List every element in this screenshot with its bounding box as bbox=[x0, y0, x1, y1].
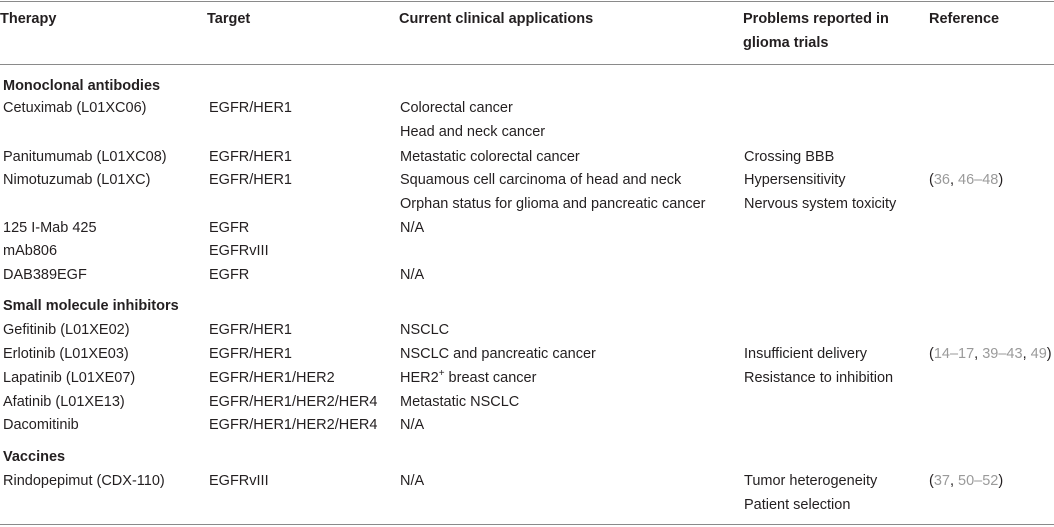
cell-application: Colorectal cancer bbox=[400, 100, 513, 116]
application-superscript: + bbox=[438, 368, 445, 380]
reference-link[interactable]: 39–43 bbox=[982, 346, 1023, 362]
reference-link[interactable]: 14–17 bbox=[933, 346, 975, 362]
cell-application: Orphan status for glioma and pancreatic cancer bbox=[400, 196, 706, 212]
application-rest: breast cancer bbox=[444, 370, 537, 386]
cell-target: EGFR/HER1 bbox=[209, 346, 292, 362]
cell-problem: Crossing BBB bbox=[744, 149, 835, 165]
cell-application: NSCLC and pancreatic cancer bbox=[400, 346, 596, 362]
header-target: Target bbox=[207, 11, 251, 27]
cell-target: EGFR/HER1 bbox=[209, 149, 292, 165]
ref-separator: , bbox=[1022, 346, 1031, 362]
ref-paren: ) bbox=[998, 473, 1004, 489]
cell-application: NSCLC bbox=[400, 322, 450, 338]
header-therapy: Therapy bbox=[0, 11, 57, 27]
header-reference: Reference bbox=[929, 11, 1000, 27]
reference-vaccines bbox=[929, 469, 1003, 493]
ref-paren: ( bbox=[929, 473, 934, 489]
reference-link[interactable]: 36 bbox=[933, 172, 950, 188]
cell-problem: Insufficient delivery bbox=[744, 346, 868, 362]
cell-application: N/A bbox=[400, 220, 425, 236]
cell-therapy: Afatinib (L01XE13) bbox=[3, 394, 125, 410]
cell-application: Head and neck cancer bbox=[400, 124, 546, 140]
header-problems bbox=[743, 7, 889, 55]
reference-link[interactable]: 49 bbox=[1030, 346, 1047, 362]
cell-therapy: Gefitinib (L01XE02) bbox=[3, 322, 130, 338]
cell-problem: Patient selection bbox=[744, 497, 851, 513]
cell-application: N/A bbox=[400, 417, 425, 433]
cell-target: EGFR/HER1 bbox=[209, 322, 292, 338]
header-problems-line1: Problems reported in bbox=[743, 11, 889, 27]
table-top-rule bbox=[0, 1, 1054, 2]
cell-therapy: 125 I-Mab 425 bbox=[3, 220, 97, 236]
cell-therapy: DAB389EGF bbox=[3, 267, 87, 283]
cell-target: EGFR/HER1 bbox=[209, 100, 292, 116]
application-main: HER2 bbox=[400, 370, 439, 386]
ref-separator: , bbox=[974, 346, 983, 362]
cell-problem: Hypersensitivity bbox=[744, 172, 846, 188]
section-title-small-molecule: Small molecule inhibitors bbox=[3, 298, 179, 314]
cell-target: EGFR/HER1/HER2/HER4 bbox=[209, 394, 378, 410]
reference-small-molecule bbox=[929, 342, 1052, 366]
ref-paren: ) bbox=[1046, 346, 1052, 362]
cell-therapy: mAb806 bbox=[3, 243, 58, 259]
cell-therapy: Panitumumab (L01XC08) bbox=[3, 149, 167, 165]
cell-therapy: Lapatinib (L01XE07) bbox=[3, 370, 136, 386]
cell-target: EGFRvIII bbox=[209, 243, 269, 259]
cell-target: EGFR/HER1 bbox=[209, 172, 292, 188]
cell-application: Metastatic colorectal cancer bbox=[400, 149, 580, 165]
table-bottom-rule bbox=[0, 524, 1054, 525]
cell-target: EGFRvIII bbox=[209, 473, 269, 489]
ref-paren: ( bbox=[929, 346, 934, 362]
cell-problem: Resistance to inhibition bbox=[744, 370, 894, 386]
cell-application: Metastatic NSCLC bbox=[400, 394, 520, 410]
cell-target: EGFR bbox=[209, 267, 250, 283]
cell-problem: Tumor heterogeneity bbox=[744, 473, 878, 489]
cell-therapy: Erlotinib (L01XE03) bbox=[3, 346, 129, 362]
header-applications: Current clinical applications bbox=[399, 11, 594, 27]
cell-application: Squamous cell carcinoma of head and neck bbox=[400, 172, 682, 188]
cell-therapy: Nimotuzumab (L01XC) bbox=[3, 172, 151, 188]
section-title-monoclonal: Monoclonal antibodies bbox=[3, 78, 161, 94]
reference-link[interactable]: 50–52 bbox=[958, 473, 999, 489]
cell-therapy: Rindopepimut (CDX-110) bbox=[3, 473, 165, 489]
cell-application: N/A bbox=[400, 267, 425, 283]
ref-separator: , bbox=[949, 172, 959, 188]
cell-therapy: Dacomitinib bbox=[3, 417, 79, 433]
cell-target: EGFR/HER1/HER2 bbox=[209, 370, 335, 386]
cell-application: N/A bbox=[400, 473, 425, 489]
ref-separator: , bbox=[949, 473, 959, 489]
cell-therapy: Cetuximab (L01XC06) bbox=[3, 100, 147, 116]
cell-target: EGFR/HER1/HER2/HER4 bbox=[209, 417, 378, 433]
reference-monoclonal bbox=[929, 168, 1003, 192]
cell-application bbox=[400, 366, 536, 390]
ref-paren: ) bbox=[998, 172, 1004, 188]
section-title-vaccines: Vaccines bbox=[3, 449, 66, 465]
ref-paren: ( bbox=[929, 172, 934, 188]
reference-link[interactable]: 37 bbox=[933, 473, 950, 489]
header-problems-line2: glioma trials bbox=[743, 35, 829, 51]
cell-target: EGFR bbox=[209, 220, 250, 236]
cell-problem: Nervous system toxicity bbox=[744, 196, 897, 212]
header-bottom-rule bbox=[0, 64, 1054, 65]
reference-link[interactable]: 46–48 bbox=[958, 172, 999, 188]
